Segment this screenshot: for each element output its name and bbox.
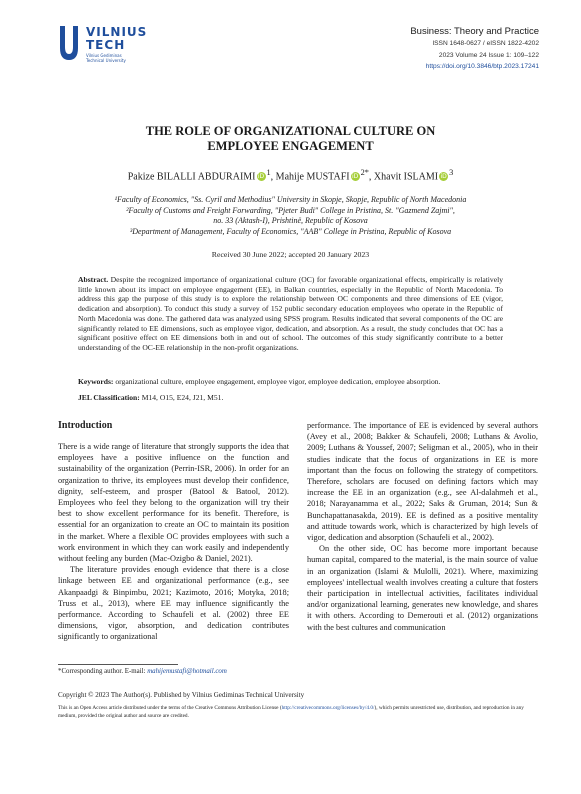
received-dates: Received 30 June 2022; accepted 20 January 2023: [211, 250, 370, 259]
logo-word-2: TECH: [86, 38, 126, 52]
affiliation-2: ²Faculty of Customs and Freight Forwarding, "Pjeter Budi" College in Pristina, St. "Gazmend Zajmi",: [126, 205, 455, 215]
keywords: [78, 377, 503, 387]
corresponding-author-footnote: [58, 668, 227, 675]
author-2-affil: 2*: [360, 168, 369, 177]
affiliation-3: ³Department of Management, Faculty of Economics, "AAB" College in Pristina, Republic of Kosova: [129, 226, 452, 236]
jel-text: M14, O15, E24, J21, M51.: [139, 393, 224, 402]
paper-title: [0, 124, 581, 154]
jel-label: JEL Classification:: [78, 393, 140, 402]
author-list: Pakize BILALLI ABDURAIMI iD $^1$, Mahije MUSTAFI iD $^{2*}$, Xhavit ISLAMI iD $^3$: [127, 168, 454, 183]
paragraph: On the other side, OC has become more important because human capital, compared to the material, is the main source of value in an organization (Islami & Mulolli, 2021). Where, maximizing employees' intellectual wealth involves creating a culture that fosters their participation in intellectual activities, facilitates individual and/or organizational learning, generates new knowledge, and shares it with others. According to Demerouti et al. (2012) organizations with the best cultures and communication: [307, 544, 538, 632]
affiliations: [80, 195, 501, 237]
paper-title-line-2: EMPLOYEE ENGAGEMENT: [207, 139, 374, 153]
section-heading: Introduction: [58, 420, 113, 431]
logo-subtitle-2: Technical University: [86, 58, 126, 63]
orcid-icon[interactable]: iD: [351, 173, 359, 181]
doi-link[interactable]: https://doi.org/10.3846/btp.2023.17241: [425, 63, 539, 70]
license-text-after: ), which permits unrestricted use, distribution, and reproduction in any medium, provided the original author and source are credited.: [58, 705, 524, 719]
journal-title: Business: Theory and Practice: [410, 26, 539, 37]
journal-info: [410, 25, 539, 73]
copyright-notice: Copyright © 2023 The Author(s). Published by Vilnius Gediminas Technical University: [58, 691, 305, 699]
paragraph: performance. The importance of EE is evidenced by several authors (Avey et al., 2008; Bakker & Schaufeli, 2008; Luthans & Avolio, 2009; Luthans & Youssef, 2007; Seligman et al., 2005), who in their studies indicate that the focus of organizations in EE is more important than the focus on following the strategy of competitors. Therefore, scholars are focused on defining factors which may increase the EE in an organization (e.g., see Al-dalahmeh et al., 2018; Narayanamma et al., 2022; Saks & Gruman, 2014; Sun & Bunchapattanasakda, 2019). EE is defined as a positive mentality and attitude towards work, which is characterized by high levels of vigor, dedication and absorption (Schaufeli et al., 2002).: [307, 421, 538, 543]
orcid-icon[interactable]: iD: [440, 173, 447, 181]
footnote-divider: [58, 664, 178, 665]
journal-issn: ISSN 1648-0627 / eISSN 1822-4202: [432, 40, 539, 47]
orcid-icon[interactable]: iD: [257, 173, 265, 181]
body-column-left: [58, 420, 289, 643]
jel-classification: [78, 393, 503, 403]
keywords-label: Keywords:: [78, 377, 114, 386]
author-3-affil: 3: [449, 168, 454, 177]
paper-title-line-1: THE ROLE OF ORGANIZATIONAL CULTURE ON: [145, 124, 436, 138]
footnote-prefix: *Corresponding author. E-mail:: [58, 668, 148, 675]
license-link[interactable]: http://creativecommons.org/licenses/by/4.0/: [281, 705, 375, 711]
keywords-text: organizational culture, employee engagement, employee vigor, employee dedication, employee absorption.: [113, 377, 441, 386]
author-1-affil: 1: [266, 168, 271, 177]
vilnius-tech-logo-mark-icon: [58, 24, 80, 62]
license-text-before: This is an Open Access article distributed under the terms of the Creative Commons Attribution License (: [58, 705, 282, 711]
author-2-name: Mahije MUSTAFI: [275, 171, 350, 183]
affiliation-2-cont: no. 33 (Aktash-I), Prishtinë, Republic of Kosova: [213, 216, 368, 226]
university-logo: [58, 24, 198, 64]
affiliation-1: ¹Faculty of Economics, "Ss. Cyril and Methodius" University in Skopje, Skopje, Republic of North Macedonia: [114, 195, 467, 204]
open-access-notice: [58, 705, 538, 720]
logo-subtitle-1: Vilnius Gediminas: [86, 53, 122, 58]
abstract: [78, 275, 503, 353]
body-column-right: [307, 420, 538, 633]
abstract-label: Abstract.: [78, 275, 109, 284]
abstract-text: Despite the recognized importance of organizational culture (OC) for favorable organizational effects, empirically is relatively little known about its impact on employee engagement (EE), in Balkan countries, especially in the Republic of North Macedonia. To address this gap the purpose of this study is to explore the relationship between OC components and three dimensions of EE (vigor, dedication and absorption). To conduct this study a survey of 152 public secondary education employees who operate in the Republic of North Macedonia was done. The gathered data was analyzed using SPSS program. Results indicated that several components of the OC are significantly related to EE dimensions, such as employee vigor, dedication, and absorption. As a result, the study concludes that OC has a significant positive effect on EE dimensions both in and out of school. The outcomes of this study significantly contribute to a better understanding of the OC-EE relationship in the non-profit organizations.: [78, 275, 503, 352]
author-1-name: Pakize BILALLI ABDURAIMI: [127, 171, 256, 183]
paragraph: There is a wide range of literature that strongly supports the idea that employees have a positive influence on the function and sustainability of the organization (Perrin-ISR, 2006). In order for an organization to thrive, its employees must develop their confidence, dignity, self-esteem, and prosper (Batool & Batool, 2012). Employees who feel they belong to the organization will try their best to show excellent performance for its benefit. Therefore, is essential for an organization to create an OC to maintain its position in the market. Where a flexible OC provides employees with such a work environment in which they can work easily and independently without feeling any burden (Mac-Ozigbo & Daniel, 2021).: [58, 442, 289, 564]
logo-word-1: VILNIUS: [86, 25, 148, 39]
paragraph: The literature provides enough evidence that there is a close linkage between EE and organizational performance (e.g., see Akanpaadgi & Binpimbu, 2021; Kazimoto, 2016; Motyka, 2018; Truss et al., 2013), where EE may influence significantly the performance. According to Schaufeli et al. (2002) three EE dimensions, vigor, absorption, and dedication contributes significantly to organizational: [58, 565, 289, 642]
journal-volume: 2023 Volume 24 Issue 1: 109–122: [438, 51, 539, 59]
author-3-name: Xhavit ISLAMI: [373, 171, 439, 183]
email-link[interactable]: mahijemustafi@hotmail.com: [147, 668, 227, 675]
